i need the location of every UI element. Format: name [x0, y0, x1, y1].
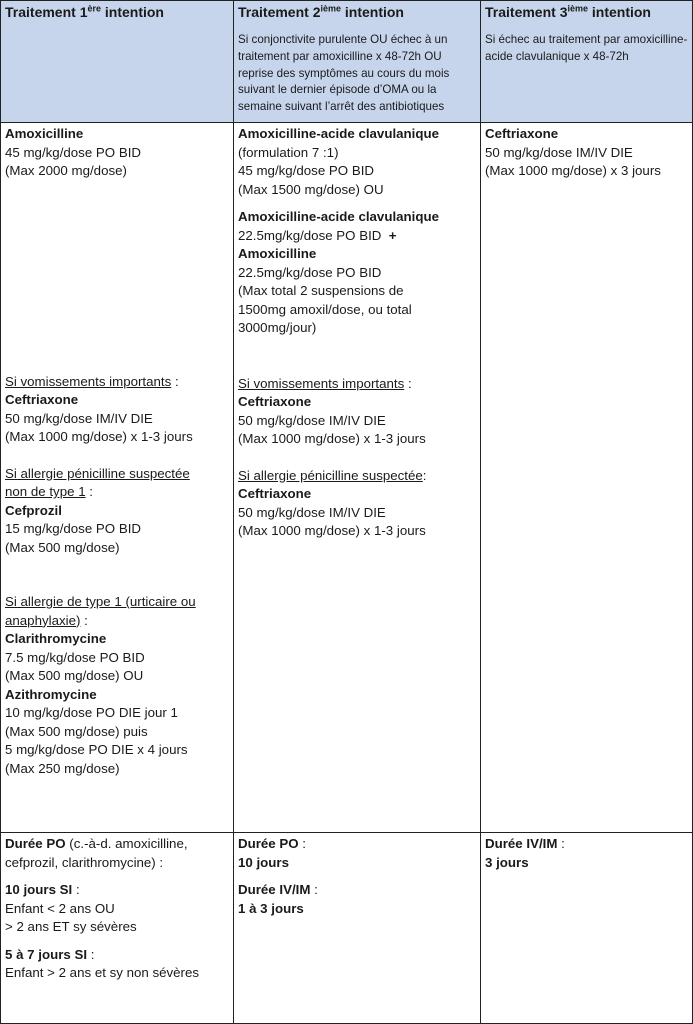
duration-value: 10 jours SI [5, 882, 73, 897]
col2-dosage [234, 123, 481, 833]
drug-max: (Max 1000 mg/dose) x 1-3 jours [238, 523, 426, 538]
duration-value: 10 jours [238, 854, 289, 870]
duration-value: 1 à 3 jours [238, 900, 304, 916]
drug-max: (Max 1500 mg/dose) OU [238, 181, 384, 197]
drug-dose: 45 mg/kg/dose PO BID [5, 144, 141, 160]
drug-dose: 15 mg/kg/dose PO BID [5, 521, 141, 536]
duration-condition: Enfant < 2 ans OU [5, 900, 115, 916]
drug-dose: 10 mg/kg/dose PO DIE jour 1 [5, 705, 178, 720]
vomit-section: Si vomissements importants : Ceftriaxone 50 mg/kg/dose IM/IV DIE (Max 1000 mg/dose) x 1-3 jours [238, 375, 476, 449]
condition-label: Si vomissements importants [238, 375, 405, 391]
header-row [1, 1, 693, 123]
combo-section [238, 208, 476, 338]
drug-max: (Max total 2 suspensions de [238, 283, 404, 298]
condition-label: Si allergie de type 1 (urticaire ou [5, 594, 196, 609]
drug-max: (Max 2000 mg/dose) [5, 163, 127, 178]
drug-name: Clarithromycine [5, 631, 107, 646]
drug-max: (Max 250 mg/dose) [5, 760, 120, 776]
duration-value: 5 à 7 jours SI [5, 946, 88, 962]
condition-label: Si allergie pénicilline suspectée [5, 465, 190, 481]
dosage-row [1, 123, 693, 833]
col3-dosage [481, 123, 693, 833]
col3-duration: Durée IV/IM : 3 jours [481, 833, 693, 1024]
drug-max: 3000mg/jour) [238, 320, 317, 335]
drug-max: (Max 500 mg/dose) OU [5, 668, 144, 683]
drug-name: Amoxicilline [238, 246, 317, 261]
drug-formulation: (formulation 7 :1) [238, 144, 339, 160]
header-title-3: Traitement 3ième intention [485, 3, 651, 20]
condition-label: anaphylaxie) [5, 612, 81, 628]
ten-days-section: 10 jours SI : Enfant < 2 ans OU > 2 ans ET sy sévères [5, 881, 229, 937]
drug-name: Azithromycine [5, 686, 97, 702]
drug-dose: 22.5mg/kg/dose PO BID [238, 264, 382, 280]
duration-title: Durée PO [238, 836, 299, 851]
drug-max: (Max 500 mg/dose) puis [5, 723, 148, 739]
condition-label: non de type 1 [5, 484, 86, 499]
five-days-section: 5 à 7 jours SI : Enfant > 2 ans et sy non sévères [5, 946, 229, 983]
drug-dose: 5 mg/kg/dose PO DIE x 4 jours [5, 742, 188, 757]
drug-dose: 22.5mg/kg/dose PO BID [238, 227, 382, 243]
condition-label: Si vomissements importants [5, 373, 172, 389]
header-desc-2: Si conjonctivite purulente OU échec à un traitement par amoxicilline x 48-72h OU reprise des symptômes au cours du mois suivant le dernier épisode d’OMA ou la semaine suivant l’arrêt des antibiotiques [238, 33, 450, 114]
drug-name: Ceftriaxone [238, 486, 312, 501]
drug-dose: 50 mg/kg/dose IM/IV DIE [485, 144, 633, 160]
header-desc-3: Si échec au traitement par amoxicilline-acide clavulanique x 48-72h [485, 33, 688, 63]
vomit-section: Si vomissements importants : Ceftriaxone 50 mg/kg/dose IM/IV DIE (Max 1000 mg/dose) x 1-3 jours [5, 373, 229, 447]
drug-dose: 45 mg/kg/dose PO BID [238, 163, 374, 178]
drug-max: (Max 1000 mg/dose) x 1-3 jours [5, 429, 193, 444]
condition-label: Si allergie pénicilline suspectée [238, 467, 423, 483]
drug-name: Amoxicilline-acide clavulanique [238, 209, 439, 224]
header-cell-1 [1, 1, 234, 123]
col1-dosage [1, 123, 234, 833]
duration-row [1, 833, 693, 1024]
header-cell-3 [481, 1, 693, 123]
drug-max: 1500mg amoxil/dose, ou total [238, 301, 412, 317]
drug-max: (Max 1000 mg/dose) x 1-3 jours [238, 431, 426, 446]
drug-name: Ceftriaxone [485, 126, 559, 141]
col1-duration: Durée PO (c.-à-d. amoxicilline, cefprozil, clarithromycine) : 10 jours SI : Enfant < 2 ans OU > 2 ans ET sy sévères 5 à 7 jours SI : Enfant > 2 ans et sy non sévères [1, 833, 234, 1024]
drug-name: Cefprozil [5, 502, 62, 518]
type1-allergy-section: Si allergie de type 1 (urticaire ou anaphylaxie) : Clarithromycine 7.5 mg/kg/dose PO BID (Max 500 mg/dose) OU Azithromycine 10 mg/kg/dose PO DIE jour 1 (Max 500 mg/dose) puis 5 mg/kg/dose PO DIE x 4 jours (Max 250 mg/dose) [5, 593, 229, 778]
drug-dose: 50 mg/kg/dose IM/IV DIE [5, 410, 153, 426]
drug-max: (Max 500 mg/dose) [5, 539, 120, 555]
allergy-section: Si allergie pénicilline suspectée non de type 1 : Cefprozil 15 mg/kg/dose PO BID (Max 500 mg/dose) [5, 465, 229, 558]
duration-title: Durée PO [5, 836, 66, 851]
drug-dose: 50 mg/kg/dose IM/IV DIE [238, 504, 386, 520]
duration-subtitle: cefprozil, clarithromycine) : [5, 854, 164, 870]
drug-name: Ceftriaxone [5, 392, 79, 407]
drug-name: Amoxicilline-acide clavulanique [238, 126, 439, 141]
duration-title: Durée IV/IM [485, 836, 558, 851]
plus-sign: + [388, 227, 397, 243]
duration-condition: Enfant > 2 ans et sy non sévères [5, 965, 200, 980]
allergy-section: Si allergie pénicilline suspectée: Ceftriaxone 50 mg/kg/dose IM/IV DIE (Max 1000 mg/dose) x 1-3 jours [238, 467, 476, 541]
drug-max: (Max 1000 mg/dose) x 3 jours [485, 163, 661, 178]
duration-condition: > 2 ans ET sy sévères [5, 919, 137, 934]
duration-value: 3 jours [485, 854, 529, 870]
drug-dose: 50 mg/kg/dose IM/IV DIE [238, 412, 386, 428]
drug-dose: 7.5 mg/kg/dose PO BID [5, 649, 145, 665]
header-title-2: Traitement 2ième intention [238, 3, 404, 20]
drug-name: Ceftriaxone [238, 394, 312, 409]
header-title-1: Traitement 1ère intention [5, 3, 164, 20]
drug-name: Amoxicilline [5, 126, 84, 141]
header-cell-2 [234, 1, 481, 123]
duration-title: Durée IV/IM [238, 882, 311, 897]
col2-duration: Durée PO : 10 jours Durée IV/IM : 1 à 3 jours [234, 833, 481, 1024]
